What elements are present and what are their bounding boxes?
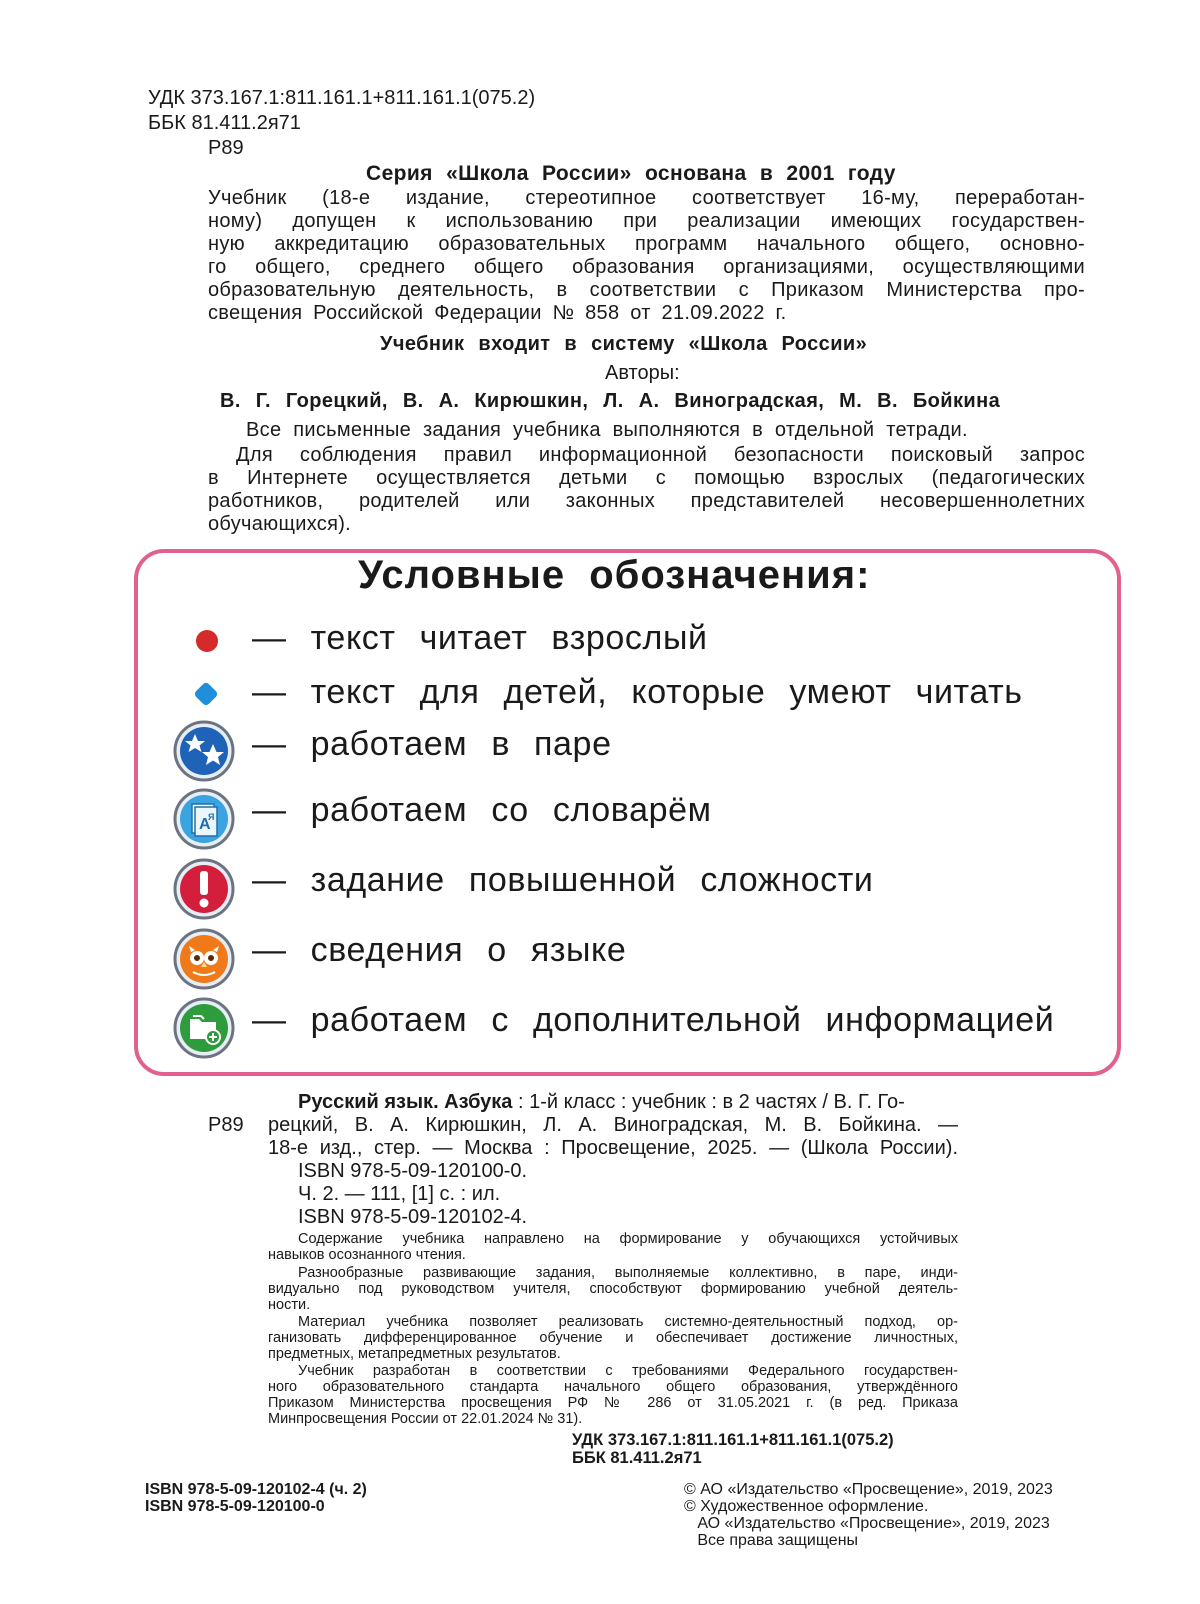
legend-item: — работаем со словарём [252, 791, 712, 829]
legend-item: — работаем с дополнительной информацией [252, 1001, 1055, 1039]
description-line: ности. [268, 1297, 311, 1313]
catalogue-line: рецкий, В. А. Кирюшкин, Л. А. Виноградская, М. В. Бойкина. — [268, 1114, 958, 1136]
description-line: Учебник разработан в соответствии с требованиями Федерального государствен- [298, 1363, 958, 1379]
approval-line: Учебник (18-е издание, стереотипное соответствует 16-му, переработан- [208, 187, 1085, 209]
authors-label: Авторы: [605, 362, 680, 384]
isbn-part-footer: ISBN 978-5-09-120102-4 (ч. 2) [145, 1481, 367, 1498]
red-dot-icon [196, 630, 218, 652]
udk-code: УДК 373.167.1:811.161.1+811.161.1(075.2) [148, 87, 536, 109]
description-line: Материал учебника позволяет реализовать системно-деятельностный подход, ор- [298, 1314, 958, 1330]
legend-item: — задание повышенной сложности [252, 861, 874, 899]
description-line: предметных, метапредметных результатов. [268, 1346, 561, 1362]
exclamation-icon [173, 858, 235, 920]
description-line: видуально под руководством учителя, способствуют формированию учебной деятель- [268, 1281, 958, 1297]
catalogue-line: 18-е изд., стер. — Москва : Просвещение, 2025. — (Школа России). [268, 1137, 958, 1159]
system-note: Учебник входит в систему «Школа России» [380, 333, 868, 355]
legend-item: — сведения о языке [252, 931, 627, 969]
isbn-set-footer: ISBN 978-5-09-120100-0 [145, 1498, 325, 1515]
catalogue-bbk: ББК 81.411.2я71 [572, 1449, 702, 1467]
book-title: Русский язык. Азбука [298, 1091, 513, 1113]
catalogue-udk: УДК 373.167.1:811.161.1+811.161.1(075.2) [572, 1431, 894, 1449]
safety-line: в Интернете осуществляется детьми с помощью взрослых (педагогических [208, 467, 1085, 489]
legend-item: — работаем в паре [252, 725, 612, 763]
description-line: Приказом Министерства просвещения РФ № 286 от 31.05.2021 г. (в ред. Приказа [268, 1395, 958, 1411]
safety-line: обучающихся). [208, 513, 352, 535]
description-line: Минпросвещения России от 22.01.2024 № 31). [268, 1411, 583, 1427]
copyright-line: АО «Издательство «Просвещение», 2019, 2023 [684, 1515, 1050, 1532]
book-title-rest: : 1-й класс : учебник : в 2 частях / В. Г. Го- [512, 1091, 905, 1113]
catalogue-title [298, 1091, 958, 1114]
copyright-line: © АО «Издательство «Просвещение», 2019, 2023 [684, 1481, 1053, 1498]
approval-line: ному) допущен к использованию при реализации имеющих государствен- [208, 210, 1085, 232]
part-info: Ч. 2. — 111, [1] с. : ил. [298, 1183, 501, 1205]
pair-work-stars-icon [173, 720, 235, 782]
dictionary-icon [173, 788, 235, 850]
safety-line: работников, родителей или законных представителей несовершеннолетних [208, 490, 1085, 512]
catalogue-author-mark: Р89 [208, 1114, 244, 1136]
bbk-code: ББК 81.411.2я71 [148, 112, 301, 134]
svg-text:Я: Я [208, 812, 215, 822]
approval-line: свещения Российской Федерации № 858 от 21.09.2022 г. [208, 302, 787, 324]
isbn-part: ISBN 978-5-09-120102-4. [298, 1206, 528, 1228]
description-line: навыков осознанного чтения. [268, 1247, 466, 1263]
description-line: ганизовать дифференцированное обучение и обеспечивает достижение личностных, [268, 1330, 958, 1346]
legend-item: — текст для детей, которые умеют читать [252, 673, 1023, 711]
approval-line: образовательную деятельность, в соответствии с Приказом Министерства про- [208, 279, 1085, 301]
series-note: Серия «Школа России» основана в 2001 году [366, 162, 896, 185]
description-line: Содержание учебника направлено на формирование у обучающихся устойчивых [298, 1231, 958, 1247]
copyright-line: Все права защищены [684, 1532, 859, 1549]
safety-line: Для соблюдения правил информационной безопасности поисковый запрос [236, 444, 1085, 466]
author-mark: Р89 [208, 137, 244, 159]
authors: В. Г. Горецкий, В. А. Кирюшкин, Л. А. Виноградская, М. В. Бойкина [220, 390, 1001, 412]
written-tasks-note: Все письменные задания учебника выполняются в отдельной тетради. [246, 419, 968, 441]
svg-text:A: A [199, 816, 211, 833]
legend-title: Условные обозначения: [358, 553, 871, 597]
approval-line: ную аккредитацию образовательных программ начального общего, основно- [208, 233, 1085, 255]
legend-item: — текст читает взрослый [252, 619, 708, 657]
isbn-set: ISBN 978-5-09-120100-0. [298, 1160, 528, 1182]
folder-plus-icon [173, 997, 235, 1059]
copyright-line: © Художественное оформление. [684, 1498, 929, 1515]
owl-icon [173, 928, 235, 990]
approval-line: го общего, среднего общего образования организациями, осуществляющими [208, 256, 1085, 278]
description-line: ного образовательного стандарта начального общего образования, утверждённого [268, 1379, 958, 1395]
description-line: Разнообразные развивающие задания, выполняемые коллективно, в паре, инди- [298, 1265, 958, 1281]
